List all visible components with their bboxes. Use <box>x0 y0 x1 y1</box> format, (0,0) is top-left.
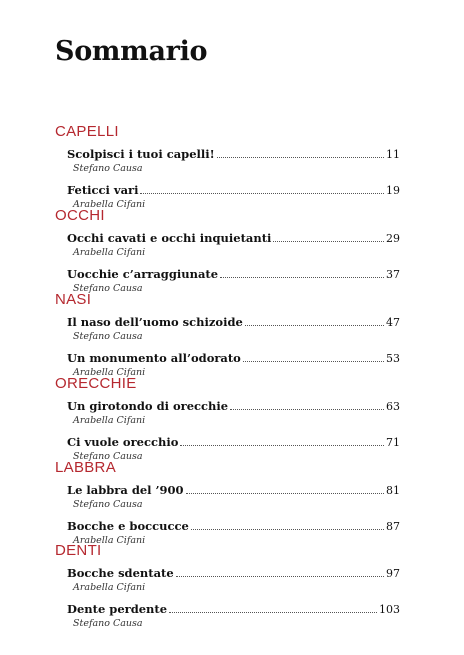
entry-page-number[interactable]: 97 <box>386 567 400 580</box>
dot-leader <box>176 576 384 577</box>
dot-leader <box>186 493 384 494</box>
entry-author: Arabella Cifani <box>73 247 146 258</box>
entry-page-number[interactable]: 63 <box>386 400 400 413</box>
entry-author: Arabella Cifani <box>73 582 146 593</box>
section-orecchie <box>55 374 400 464</box>
entry-author: Stefano Causa <box>73 618 143 629</box>
entry-page-number[interactable]: 19 <box>386 184 400 197</box>
entry-page-number[interactable]: 11 <box>386 148 400 161</box>
entry-title[interactable]: Un monumento all’odorato <box>67 351 241 365</box>
entry-title[interactable]: Uocchie c’arraggiunate <box>67 267 219 281</box>
section-title: CAPELLI <box>55 123 119 140</box>
dot-leader <box>245 325 384 326</box>
toc-entry[interactable] <box>67 230 400 260</box>
dot-leader <box>169 612 377 613</box>
dot-leader <box>191 529 384 530</box>
entry-page-number[interactable]: 81 <box>386 484 400 497</box>
entry-page-number[interactable]: 37 <box>386 268 400 281</box>
dot-leader <box>220 277 384 278</box>
dot-leader <box>273 241 384 242</box>
section-denti <box>55 541 400 631</box>
dot-leader <box>217 157 384 158</box>
entry-title[interactable]: Feticci vari <box>67 183 139 197</box>
dot-leader <box>243 361 384 362</box>
entry-author: Stefano Causa <box>73 451 143 462</box>
entry-title[interactable]: Un girotondo di orecchie <box>67 399 229 413</box>
section-title: OCCHI <box>55 207 105 224</box>
entry-title[interactable]: Il naso dell’uomo schizoide <box>67 315 243 329</box>
entry-author: Stefano Causa <box>73 499 143 510</box>
entry-author: Arabella Cifani <box>73 367 146 378</box>
section-title: LABBRA <box>55 459 116 476</box>
toc-entry[interactable] <box>67 565 400 595</box>
toc-entry[interactable] <box>67 314 400 344</box>
entry-title[interactable]: Dente perdente <box>67 602 168 616</box>
entry-author: Stefano Causa <box>73 331 143 342</box>
entry-title[interactable]: Bocche sdentate <box>67 566 174 580</box>
entry-title[interactable]: Bocche e boccucce <box>67 519 189 533</box>
entry-page-number[interactable]: 29 <box>386 232 400 245</box>
section-title: ORECCHIE <box>55 375 137 392</box>
entry-page-number[interactable]: 53 <box>386 352 400 365</box>
entry-title[interactable]: Scolpisci i tuoi capelli! <box>67 147 215 161</box>
entry-author: Arabella Cifani <box>73 199 146 210</box>
entry-author: Arabella Cifani <box>73 415 146 426</box>
entry-author: Arabella Cifani <box>73 535 146 546</box>
section-labbra <box>55 458 400 548</box>
dot-leader <box>180 445 384 446</box>
section-capelli <box>55 122 400 212</box>
entry-page-number[interactable]: 103 <box>379 603 400 616</box>
entry-title[interactable]: Occhi cavati e occhi inquietanti <box>67 231 272 245</box>
entry-author: Stefano Causa <box>73 283 143 294</box>
entry-page-number[interactable]: 71 <box>386 436 400 449</box>
entry-page-number[interactable]: 47 <box>386 316 400 329</box>
section-occhi <box>55 206 400 296</box>
entry-author: Stefano Causa <box>73 163 143 174</box>
entry-page-number[interactable]: 87 <box>386 520 400 533</box>
entry-title[interactable]: Le labbra del ’900 <box>67 483 184 497</box>
toc-entry[interactable] <box>67 482 400 512</box>
toc-entry[interactable] <box>67 398 400 428</box>
section-title: DENTI <box>55 542 102 559</box>
page-title: Sommario <box>55 36 208 67</box>
toc-entry[interactable] <box>67 601 400 631</box>
dot-leader <box>140 193 384 194</box>
section-title: NASI <box>55 291 92 308</box>
toc-entry[interactable] <box>67 146 400 176</box>
dot-leader <box>230 409 384 410</box>
section-nasi <box>55 290 400 380</box>
entry-title[interactable]: Ci vuole orecchio <box>67 435 179 449</box>
